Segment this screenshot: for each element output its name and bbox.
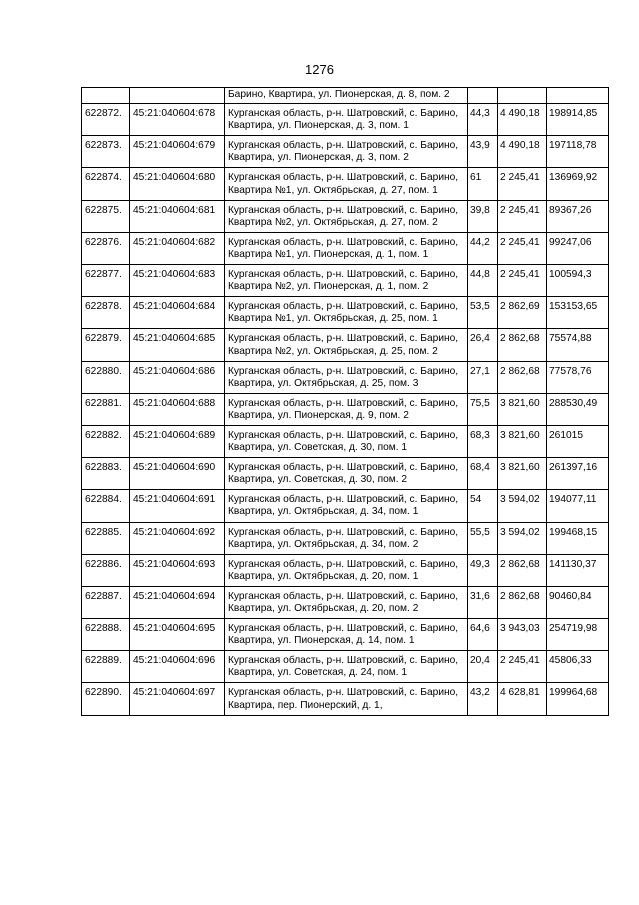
cadastral-cost-cell xyxy=(547,88,609,104)
cadastral-number-cell: 45:21:040604:692 xyxy=(130,522,225,554)
row-number-cell: 622882. xyxy=(82,425,130,457)
table-row xyxy=(82,104,609,136)
unit-price-cell: 2 245,41 xyxy=(498,200,547,232)
address-cell: Курганская область, р-н. Шатровский, с. Барино, Квартира, ул. Октябрьская, д. 25, пом. 3 xyxy=(225,361,468,393)
table-row xyxy=(82,425,609,457)
address-cell: Курганская область, р-н. Шатровский, с. Барино, Квартира, ул. Октябрьская, д. 20, пом. 2 xyxy=(225,586,468,618)
unit-price-cell: 3 821,60 xyxy=(498,393,547,425)
cadastral-cost-cell: 261397,16 xyxy=(547,458,609,490)
unit-price-cell xyxy=(498,88,547,104)
unit-price-cell: 4 490,18 xyxy=(498,136,547,168)
table-row xyxy=(82,458,609,490)
row-number-cell: 622886. xyxy=(82,554,130,586)
table-row xyxy=(82,329,609,361)
table-row xyxy=(82,651,609,683)
table-body xyxy=(82,88,609,716)
row-number-cell: 622875. xyxy=(82,200,130,232)
row-number-cell: 622873. xyxy=(82,136,130,168)
address-cell: Курганская область, р-н. Шатровский, с. Барино, Квартира, ул. Пионерская, д. 3, пом. 2 xyxy=(225,136,468,168)
table-row xyxy=(82,619,609,651)
cadastral-number-cell: 45:21:040604:695 xyxy=(130,619,225,651)
row-number-cell: 622883. xyxy=(82,458,130,490)
unit-price-cell: 4 628,81 xyxy=(498,683,547,715)
area-cell: 64,6 xyxy=(468,619,498,651)
row-number-cell: 622879. xyxy=(82,329,130,361)
cadastral-cost-cell: 194077,11 xyxy=(547,490,609,522)
unit-price-cell: 2 862,68 xyxy=(498,554,547,586)
table-row xyxy=(82,490,609,522)
cadastral-cost-cell: 288530,49 xyxy=(547,393,609,425)
unit-price-cell: 3 943,03 xyxy=(498,619,547,651)
cadastral-number-cell: 45:21:040604:678 xyxy=(130,104,225,136)
area-cell xyxy=(468,88,498,104)
address-cell: Курганская область, р-н. Шатровский, с. Барино, Квартира №2, ул. Октябрьская, д. 25, пом. 2 xyxy=(225,329,468,361)
unit-price-cell: 2 245,41 xyxy=(498,651,547,683)
area-cell: 20,4 xyxy=(468,651,498,683)
table-row xyxy=(82,136,609,168)
area-cell: 75,5 xyxy=(468,393,498,425)
cadastral-cost-cell: 261015 xyxy=(547,425,609,457)
cadastral-number-cell: 45:21:040604:688 xyxy=(130,393,225,425)
area-cell: 68,4 xyxy=(468,458,498,490)
cadastral-cost-cell: 99247,06 xyxy=(547,232,609,264)
area-cell: 43,2 xyxy=(468,683,498,715)
area-cell: 26,4 xyxy=(468,329,498,361)
page-number: 1276 xyxy=(305,62,334,77)
row-number-cell: 622874. xyxy=(82,168,130,200)
table-row xyxy=(82,554,609,586)
unit-price-cell: 4 490,18 xyxy=(498,104,547,136)
row-number-cell: 622890. xyxy=(82,683,130,715)
address-cell: Курганская область, р-н. Шатровский, с. Барино, Квартира, пер. Пионерский, д. 1, xyxy=(225,683,468,715)
cadastral-number-cell xyxy=(130,88,225,104)
cadastral-number-cell: 45:21:040604:691 xyxy=(130,490,225,522)
table-row xyxy=(82,168,609,200)
cadastral-cost-cell: 141130,37 xyxy=(547,554,609,586)
area-cell: 61 xyxy=(468,168,498,200)
area-cell: 55,5 xyxy=(468,522,498,554)
row-number-cell: 622888. xyxy=(82,619,130,651)
unit-price-cell: 3 594,02 xyxy=(498,522,547,554)
cadastral-number-cell: 45:21:040604:684 xyxy=(130,297,225,329)
address-cell: Курганская область, р-н. Шатровский, с. Барино, Квартира, ул. Советская, д. 30, пом. 1 xyxy=(225,425,468,457)
cadastral-cost-cell: 77578,76 xyxy=(547,361,609,393)
cadastral-number-cell: 45:21:040604:681 xyxy=(130,200,225,232)
unit-price-cell: 2 245,41 xyxy=(498,265,547,297)
unit-price-cell: 2 862,69 xyxy=(498,297,547,329)
cadastral-number-cell: 45:21:040604:697 xyxy=(130,683,225,715)
cadastral-number-cell: 45:21:040604:693 xyxy=(130,554,225,586)
address-cell: Курганская область, р-н. Шатровский, с. Барино, Квартира №1, ул. Октябрьская, д. 25, пом. 1 xyxy=(225,297,468,329)
cadastral-number-cell: 45:21:040604:686 xyxy=(130,361,225,393)
area-cell: 49,3 xyxy=(468,554,498,586)
unit-price-cell: 2 862,68 xyxy=(498,329,547,361)
address-cell: Курганская область, р-н. Шатровский, с. Барино, Квартира, ул. Пионерская, д. 14, пом. 1 xyxy=(225,619,468,651)
address-cell: Курганская область, р-н. Шатровский, с. Барино, Квартира №2, ул. Октябрьская, д. 27, пом. 2 xyxy=(225,200,468,232)
cadastral-number-cell: 45:21:040604:682 xyxy=(130,232,225,264)
row-number-cell: 622889. xyxy=(82,651,130,683)
address-cell: Курганская область, р-н. Шатровский, с. Барино, Квартира, ул. Советская, д. 24, пом. 1 xyxy=(225,651,468,683)
cadastral-cost-cell: 153153,65 xyxy=(547,297,609,329)
cadastral-cost-cell: 199964,68 xyxy=(547,683,609,715)
table-row xyxy=(82,265,609,297)
area-cell: 43,9 xyxy=(468,136,498,168)
cadastral-number-cell: 45:21:040604:696 xyxy=(130,651,225,683)
address-cell: Курганская область, р-н. Шатровский, с. Барино, Квартира, ул. Октябрьская, д. 20, пом. 1 xyxy=(225,554,468,586)
unit-price-cell: 3 821,60 xyxy=(498,425,547,457)
area-cell: 44,2 xyxy=(468,232,498,264)
unit-price-cell: 3 821,60 xyxy=(498,458,547,490)
address-cell: Барино, Квартира, ул. Пионерская, д. 8, пом. 2 xyxy=(225,88,468,104)
table-row xyxy=(82,586,609,618)
address-cell: Курганская область, р-н. Шатровский, с. Барино, Квартира, ул. Пионерская, д. 9, пом. 2 xyxy=(225,393,468,425)
address-cell: Курганская область, р-н. Шатровский, с. Барино, Квартира, ул. Октябрьская, д. 34, пом. 2 xyxy=(225,522,468,554)
row-number-cell: 622880. xyxy=(82,361,130,393)
row-number-cell xyxy=(82,88,130,104)
address-cell: Курганская область, р-н. Шатровский, с. Барино, Квартира №1, ул. Октябрьская, д. 27, пом. 1 xyxy=(225,168,468,200)
table-row xyxy=(82,361,609,393)
row-number-cell: 622876. xyxy=(82,232,130,264)
area-cell: 39,8 xyxy=(468,200,498,232)
cadastral-number-cell: 45:21:040604:694 xyxy=(130,586,225,618)
unit-price-cell: 3 594,02 xyxy=(498,490,547,522)
address-cell: Курганская область, р-н. Шатровский, с. Барино, Квартира, ул. Советская, д. 30, пом. 2 xyxy=(225,458,468,490)
cadastral-number-cell: 45:21:040604:690 xyxy=(130,458,225,490)
address-cell: Курганская область, р-н. Шатровский, с. Барино, Квартира №2, ул. Пионерская, д. 1, пом. 2 xyxy=(225,265,468,297)
cadastral-cost-cell: 89367,26 xyxy=(547,200,609,232)
cadastral-cost-cell: 90460,84 xyxy=(547,586,609,618)
cadastral-number-cell: 45:21:040604:683 xyxy=(130,265,225,297)
area-cell: 27,1 xyxy=(468,361,498,393)
row-number-cell: 622887. xyxy=(82,586,130,618)
cadastral-cost-cell: 100594,3 xyxy=(547,265,609,297)
area-cell: 54 xyxy=(468,490,498,522)
table-row xyxy=(82,232,609,264)
table-row xyxy=(82,522,609,554)
address-cell: Курганская область, р-н. Шатровский, с. Барино, Квартира, ул. Октябрьская, д. 34, пом. 1 xyxy=(225,490,468,522)
area-cell: 68,3 xyxy=(468,425,498,457)
cadastral-cost-cell: 197118,78 xyxy=(547,136,609,168)
cadastral-number-cell: 45:21:040604:689 xyxy=(130,425,225,457)
cadastral-cost-cell: 198914,85 xyxy=(547,104,609,136)
row-number-cell: 622872. xyxy=(82,104,130,136)
area-cell: 53,5 xyxy=(468,297,498,329)
table-row xyxy=(82,200,609,232)
cadastral-cost-cell: 45806,33 xyxy=(547,651,609,683)
table-row xyxy=(82,88,609,104)
row-number-cell: 622877. xyxy=(82,265,130,297)
cadastral-cost-cell: 75574,88 xyxy=(547,329,609,361)
property-registry-table xyxy=(81,87,609,716)
row-number-cell: 622881. xyxy=(82,393,130,425)
unit-price-cell: 2 245,41 xyxy=(498,168,547,200)
row-number-cell: 622878. xyxy=(82,297,130,329)
cadastral-number-cell: 45:21:040604:685 xyxy=(130,329,225,361)
table-row xyxy=(82,297,609,329)
address-cell: Курганская область, р-н. Шатровский, с. Барино, Квартира, ул. Пионерская, д. 3, пом. 1 xyxy=(225,104,468,136)
area-cell: 44,8 xyxy=(468,265,498,297)
area-cell: 31,6 xyxy=(468,586,498,618)
cadastral-number-cell: 45:21:040604:679 xyxy=(130,136,225,168)
unit-price-cell: 2 862,68 xyxy=(498,586,547,618)
table-row xyxy=(82,393,609,425)
unit-price-cell: 2 245,41 xyxy=(498,232,547,264)
cadastral-cost-cell: 254719,98 xyxy=(547,619,609,651)
table-row xyxy=(82,683,609,715)
area-cell: 44,3 xyxy=(468,104,498,136)
row-number-cell: 622884. xyxy=(82,490,130,522)
address-cell: Курганская область, р-н. Шатровский, с. Барино, Квартира №1, ул. Пионерская, д. 1, пом. 1 xyxy=(225,232,468,264)
cadastral-cost-cell: 136969,92 xyxy=(547,168,609,200)
row-number-cell: 622885. xyxy=(82,522,130,554)
cadastral-cost-cell: 199468,15 xyxy=(547,522,609,554)
cadastral-number-cell: 45:21:040604:680 xyxy=(130,168,225,200)
unit-price-cell: 2 862,68 xyxy=(498,361,547,393)
